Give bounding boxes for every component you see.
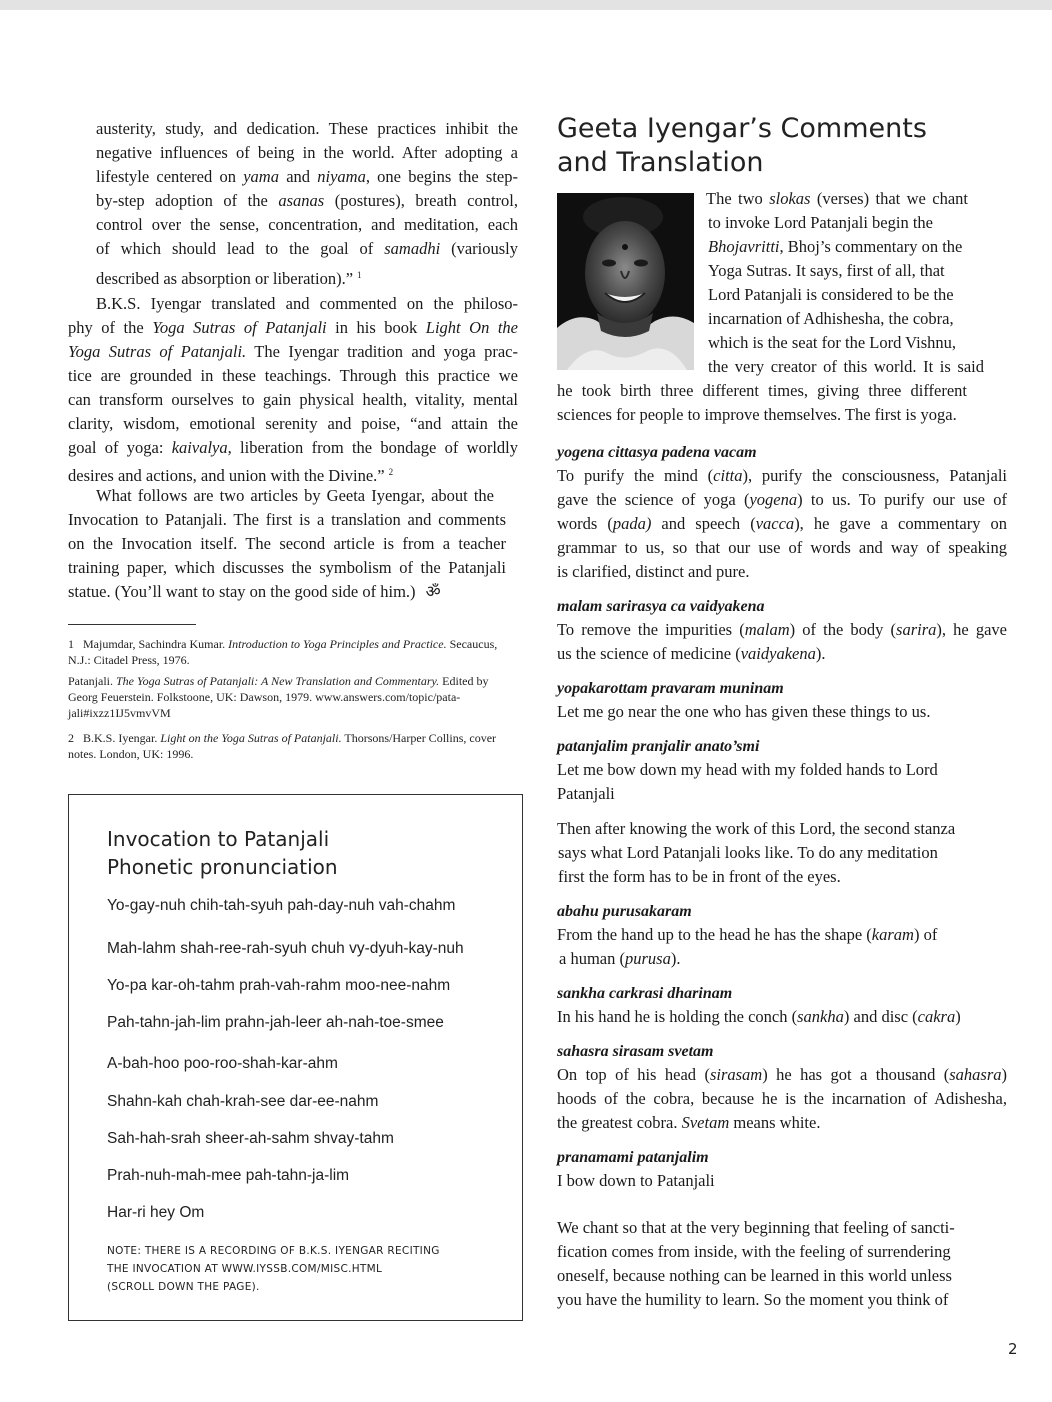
text-segment: means white. [729,1113,821,1132]
paragraph-line [706,187,968,211]
verse-translation-line [557,512,1007,536]
text-segment: ) [955,1007,961,1026]
paragraph-line: can transform ourselves to gain physical health, vitality, mental [68,390,518,409]
heading-line2: and Translation [557,147,764,178]
paragraph-line: Invocation to Patanjali. The first is a translation and comments [68,510,506,529]
phonetic-line: Shahn-kah chah-krah-see dar-ee-nahm [107,1093,379,1110]
text-segment: (verses) that we chant [810,189,969,208]
footnote-title: Light on the Yoga Sutras of Patanjali. [160,731,342,745]
sanskrit-term: abahu purusakaram [557,903,692,920]
verse-translation-line: hoods of the cobra, because he is the incarnation of Adishesha, [557,1089,1007,1108]
paragraph-line: control over the sense, concentration, and meditation, each [96,215,518,234]
verse-translation-line: Let me go near the one who has given these things to us. [557,702,931,721]
top-bar [0,0,1052,10]
sanskrit-term: patanjalim pranjalir anato’smi [557,738,760,755]
sanskrit-term: yogena cittasya padena vacam [557,444,757,461]
paragraph-line: sciences for people to improve themselves. The first is yoga. [557,405,957,424]
paragraph-line: he took birth three different times, giving three different [557,381,967,400]
paragraph-line [96,237,518,261]
verse-translation-line: Let me bow down my head with my folded hands to Lord [557,760,938,779]
italic-term: vacca [755,514,795,533]
footnote-1 [68,636,520,668]
page-number: 2 [1008,1340,1018,1358]
paragraph-line: which is the seat for the Lord Vishnu, [708,333,956,352]
footnote-publication: Edited by Georg Feuerstein. Folkstoone, UK: Dawson, 1979. www.answers.com/topic/pata-jali#ixzz1IJ5vmvVM [68,674,489,720]
text-segment: , one begins the step- [365,167,518,186]
phonetic-line: Pah-tahn-jah-lim prahn-jah-leer ah-nah-toe-smee [107,1014,444,1031]
paragraph-line [708,235,962,259]
text-segment: To purify the mind ( [557,466,714,485]
portrait-image [557,193,694,370]
sanskrit-term: pranamami patanjalim [557,1149,709,1166]
text-segment: ). [815,644,826,663]
phonetic-line: Prah-nuh-mah-mee pah-tahn-ja-lim [107,1167,350,1184]
paragraph-line: Then after knowing the work of this Lord, the second stanza [557,819,956,838]
text-segment: From the hand up to the head he has the shape ( [557,925,872,944]
text-segment: goal of yoga: [68,438,172,457]
paragraph-line: oneself, because nothing can be learned in this world unless [557,1266,952,1285]
italic-term: asanas [278,191,325,210]
text-segment: ) of [913,925,938,944]
italic-term: niyama [317,167,366,186]
footnote-author: Majumdar, Sachindra Kumar. [83,637,226,651]
verse-translation-line [557,923,937,947]
italic-term: samadhi [384,239,441,258]
text-segment: (variously [440,239,518,258]
paragraph-line [96,165,518,189]
footnote-title: Introduction to Yoga Principles and Practice. [228,637,447,651]
verse-translation-line [557,642,825,666]
verse-translation-line [559,947,680,971]
footnote-publication: Secaucus, N.J.: Citadel Press, 1976. [68,637,498,667]
italic-term: cakra [917,1007,956,1026]
italic-term: malam [744,620,790,639]
italic-term: Light On the [425,318,519,337]
sanskrit-term: sahasra sirasam svetam [557,1043,714,1060]
phonetic-line: Har-ri hey Om [107,1204,205,1221]
text-segment: ) to us. To purify our use of [797,490,1007,509]
paragraph-line: desires and actions, and union with the Divine.” $^2$ [68,466,394,485]
italic-term: Svetam [681,1113,730,1132]
phonetic-line: Sah-hah-srah sheer-ah-sahm shvay-tahm [107,1130,394,1147]
text-segment: and speech ( [651,514,756,533]
text-segment: To remove the impurities ( [557,620,745,639]
text-segment: lifestyle centered on [96,167,244,186]
italic-term: kaivalya, [171,438,232,457]
text-segment: ) of the body ( [789,620,897,639]
verse-translation-line [557,488,1007,512]
verse-translation-line [557,618,1007,642]
italic-term: sahasra [949,1065,1002,1084]
footnote-1b [68,673,520,721]
text-segment: ). [670,949,681,968]
footnote-author: B.K.S. Iyengar. [83,731,158,745]
paragraph-line: We chant so that at the very beginning that feeling of sancti- [557,1218,955,1237]
paragraph-line: training paper, which discusses the symbolism of the Patanjali [68,558,506,577]
italic-term: slokas [769,189,811,208]
paragraph-line: What follows are two articles by Geeta Iyengar, about the [96,486,494,505]
paragraph-line: austerity, study, and dedication. These practices inhibit the [96,119,518,138]
phonetic-line: Mah-lahm shah-ree-rah-syuh chuh vy-dyuh-kay-nuh [107,940,464,957]
sanskrit-term: malam sarirasya ca vaidyakena [557,598,765,615]
note-line: (SCROLL DOWN THE PAGE). [107,1281,260,1293]
text-segment: The two [706,189,770,208]
text-segment: a human ( [559,949,625,968]
footnote-rule [68,624,196,625]
paragraph-line: incarnation of Adhishesha, the cobra, [708,309,954,328]
italic-term: vaidyakena [740,644,816,663]
paragraph-line: the very creator of this world. It is said [708,357,984,376]
text-segment: gave the science of yoga ( [557,490,750,509]
text-segment: ) he has got a thousand ( [762,1065,950,1084]
paragraph-line [96,189,518,213]
paragraph-line [68,340,518,364]
italic-term: Yoga Sutras of Patanjali. [68,342,247,361]
paragraph-line [68,436,518,460]
text-segment: of which should lead to the goal of [96,239,385,258]
paragraph-line: on the Invocation itself. The second article is from a teacher [68,534,506,553]
sanskrit-term: sankha carkrasi dharinam [557,985,733,1002]
paragraph-line: Yoga Sutras. It says, first of all, that [708,261,945,280]
phonetic-line: Yo-pa kar-oh-tahm prah-vah-rahm moo-nee-nahm [107,977,451,994]
italic-term: pada) [612,514,652,533]
footnote-ref: 1 [357,270,362,280]
verse-translation-line: I bow down to Patanjali [557,1171,715,1190]
italic-term: sarira [896,620,937,639]
paragraph-line: fication comes from inside, with the feeling of surrendering [557,1242,951,1261]
text-segment: The Iyengar tradition and yoga prac- [246,342,518,361]
paragraph-line: says what Lord Patanjali looks like. To do any meditation [558,843,938,862]
text-segment: in his book [326,318,426,337]
footnote-title: The Yoga Sutras of Patanjali: A New Translation and Commentary. [116,674,440,688]
italic-term: yogena [749,490,798,509]
text-segment: by-step adoption of the [96,191,279,210]
geeta-iyengar-photo [557,193,694,370]
paragraph-line: you have the humility to learn. So the moment you think of [557,1290,949,1309]
paragraph-line: negative influences of being in the world. After adopting a [96,143,518,162]
note-line: NOTE: THERE IS A RECORDING OF B.K.S. IYENGAR RECITING [107,1245,440,1257]
italic-term: citta [713,466,743,485]
footnote-author: Patanjali. [68,674,113,688]
italic-term: karam [871,925,914,944]
footnote-ref: 2 [388,467,394,477]
paragraph-line: B.K.S. Iyengar translated and commented on the philoso- [96,294,518,313]
italic-term: Bhojavritti [708,237,780,256]
text-segment: , Bhoj’s commentary on the [779,237,963,256]
footnote-number: 1 [68,637,74,651]
italic-term: purusa [624,949,671,968]
paragraph-line: tice are grounded in these teachings. Through this practice we [68,366,518,385]
footnote-number: 2 [68,731,74,745]
footnote-publication: Thorsons/Harper Collins, cover notes. London, UK: 1996. [68,731,497,761]
text-segment: On top of his head ( [557,1065,710,1084]
text-segment: and [278,167,318,186]
text-segment: us the science of medicine ( [557,644,741,663]
text-segment: ) [1001,1065,1007,1084]
text-segment: (postures), breath control, [324,191,518,210]
verse-translation-line: grammar to us, so that our use of words and way of speaking [557,538,1007,557]
sanskrit-term: yopakarottam pravaram muninam [557,680,784,697]
paragraph-line: Lord Patanjali is considered to be the [708,285,954,304]
paragraph-line [68,316,518,340]
text-segment: ), purify the consciousness, Patanjali [742,466,1008,485]
verse-translation-line: Patanjali [557,784,615,803]
text-segment: ), he gave a commentary on [794,514,1008,533]
paragraph-line: statue. (You’ll want to stay on the good side of him.) ॐ [68,582,441,601]
paragraph-line: clarity, wisdom, emotional serenity and poise, “and attain the [68,414,518,433]
paragraph-line: described as absorption or liberation).” $^1$ [96,269,362,288]
italic-term: Yoga Sutras of Patanjali [152,318,327,337]
verse-translation-line: is clarified, distinct and pure. [557,562,750,581]
heading-line1: Geeta Iyengar’s Comments [557,113,927,144]
text-segment: the greatest cobra. [557,1113,682,1132]
text-segment: words ( [557,514,613,533]
text-segment: ), he gave [936,620,1007,639]
text-segment: ) and disc ( [843,1007,918,1026]
verse-translation-line [557,1111,820,1135]
phonetic-line: Yo-gay-nuh chih-tah-syuh pah-day-nuh vah-chahm [107,897,456,914]
text-segment: liberation from the bondage of worldly [231,438,519,457]
box-title-line2: Phonetic pronunciation [107,855,338,879]
italic-term: yama [243,167,279,186]
verse-translation-line [557,464,1007,488]
box-title-line1: Invocation to Patanjali [107,827,330,851]
note-line: THE INVOCATION AT WWW.IYSSB.COM/MISC.HTML [107,1263,383,1275]
verse-translation-line [557,1005,961,1029]
paragraph-line: to invoke Lord Patanjali begin the [708,213,933,232]
text-segment: In his hand he is holding the conch ( [557,1007,798,1026]
text-segment: phy of the [68,318,153,337]
om-icon: ॐ [421,582,441,601]
phonetic-line: A-bah-hoo poo-roo-shah-kar-ahm [107,1055,338,1072]
section-heading [557,112,927,180]
italic-term: sirasam [709,1065,763,1084]
italic-term: sankha [797,1007,844,1026]
verse-translation-line [557,1063,1007,1087]
footnote-2 [68,730,520,762]
paragraph-line: first the form has to be in front of the eyes. [558,867,841,886]
